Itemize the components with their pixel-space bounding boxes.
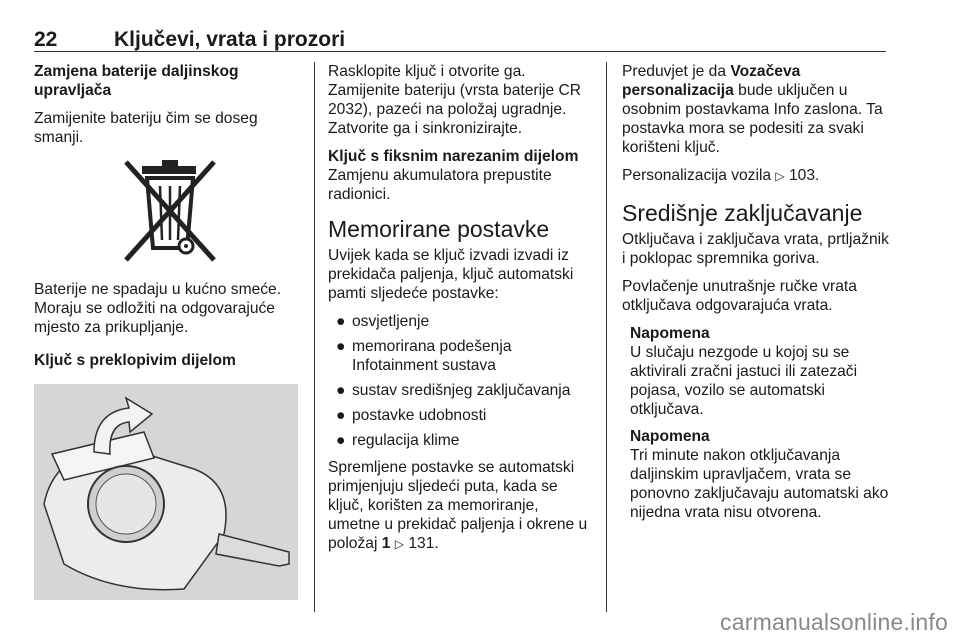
note-text: U slučaju nezgode u kojoj su se aktivirali zračni jastuci ili zatezači pojasa, vozilo se automatski otključava. xyxy=(630,344,858,418)
column-2 xyxy=(328,62,594,563)
list-item: ● postavke udobnosti xyxy=(336,407,487,424)
page-header xyxy=(34,28,886,52)
list-item: ● regulacija klime xyxy=(336,432,460,449)
paragraph: Personalizacija vozila ▷ 103. xyxy=(622,167,820,184)
paragraph: Zamjenu akumulatora prepustite radionici. xyxy=(328,167,552,203)
note-text: Tri minute nakon otključavanja daljinskim upravljačem, vrata se ponovno zaključavaju automatski ako nijedna vrata nisu otvorena. xyxy=(630,447,889,521)
paragraph: Povlačenje unutrašnje ručke vrata otključava odgovarajuća vrata. xyxy=(622,278,857,314)
note-box xyxy=(630,324,890,419)
list-item: ● sustav središnjeg zaključavanja xyxy=(336,382,571,399)
section-heading-folding-key: Ključ s preklopivim dijelom xyxy=(34,352,236,369)
crossed-out-bin-icon xyxy=(120,156,220,266)
paragraph: Uvijek kada se ključ izvadi izvadi iz prekidača paljenja, ključ automatski pamti sljedeće postavke: xyxy=(328,247,574,302)
list-item: ● osvjetljenje xyxy=(336,313,430,330)
note-title: Napomena xyxy=(630,325,710,342)
list-item: ● memorirana podešenja Infotainment sustava xyxy=(336,338,512,374)
section-heading-memorized-settings: Memorirane postavke xyxy=(328,216,550,242)
paragraph: Otključava i zaključava vrata, prtljažnik i poklopac spremnika goriva. xyxy=(622,231,889,267)
column-3 xyxy=(622,62,890,530)
paragraph: Zamijenite bateriju čim se doseg smanji. xyxy=(34,110,258,146)
page-number: 22 xyxy=(34,28,58,51)
section-heading-fixed-key: Ključ s fiksnim narezanim dijelom xyxy=(328,148,579,165)
section-heading-battery-replacement: Zamjena baterije daljinskog upravljača xyxy=(34,63,239,99)
cross-reference-arrow-icon: ▷ xyxy=(775,169,785,183)
chapter-title: Ključevi, vrata i prozori xyxy=(114,28,346,51)
paragraph: Preduvjet je da Vozačeva personalizacija bude uključen u osobnim postavkama Info zaslona. Ta postavka mora se podesiti za svaki korišteni ključ. xyxy=(622,63,883,156)
settings-list xyxy=(328,312,594,450)
header-rule xyxy=(34,51,886,52)
page-reference-link[interactable]: 103. xyxy=(789,167,820,184)
page-reference-link[interactable]: 131. xyxy=(408,535,439,552)
paragraph: Spremljene postavke se automatski primjenjuju sljedeći puta, kada se ključ, korišten za memoriranje, umetne u prekidač paljenja i okrene u položaj 1 ▷ 131. xyxy=(328,459,588,552)
column-divider-2 xyxy=(606,62,607,612)
column-1 xyxy=(34,62,300,600)
note-title: Napomena xyxy=(630,428,710,445)
key-battery-illustration xyxy=(34,384,298,600)
paragraph: Baterije ne spadaju u kućno smeće. Moraju se odložiti na odgovarajuće mjesto za prikupljanje. xyxy=(34,281,282,336)
column-divider-1 xyxy=(314,62,315,612)
paragraph: Rasklopite ključ i otvorite ga. Zamijenite bateriju (vrsta baterije CR 2032), pazeći na položaj ugradnje. Zatvorite ga i sinkronizirajte. xyxy=(328,63,582,137)
watermark: carmanualsonline.info xyxy=(720,609,948,635)
note-box xyxy=(630,427,890,522)
cross-reference-arrow-icon: ▷ xyxy=(394,537,405,551)
section-heading-central-locking: Središnje zaključavanje xyxy=(622,200,863,226)
